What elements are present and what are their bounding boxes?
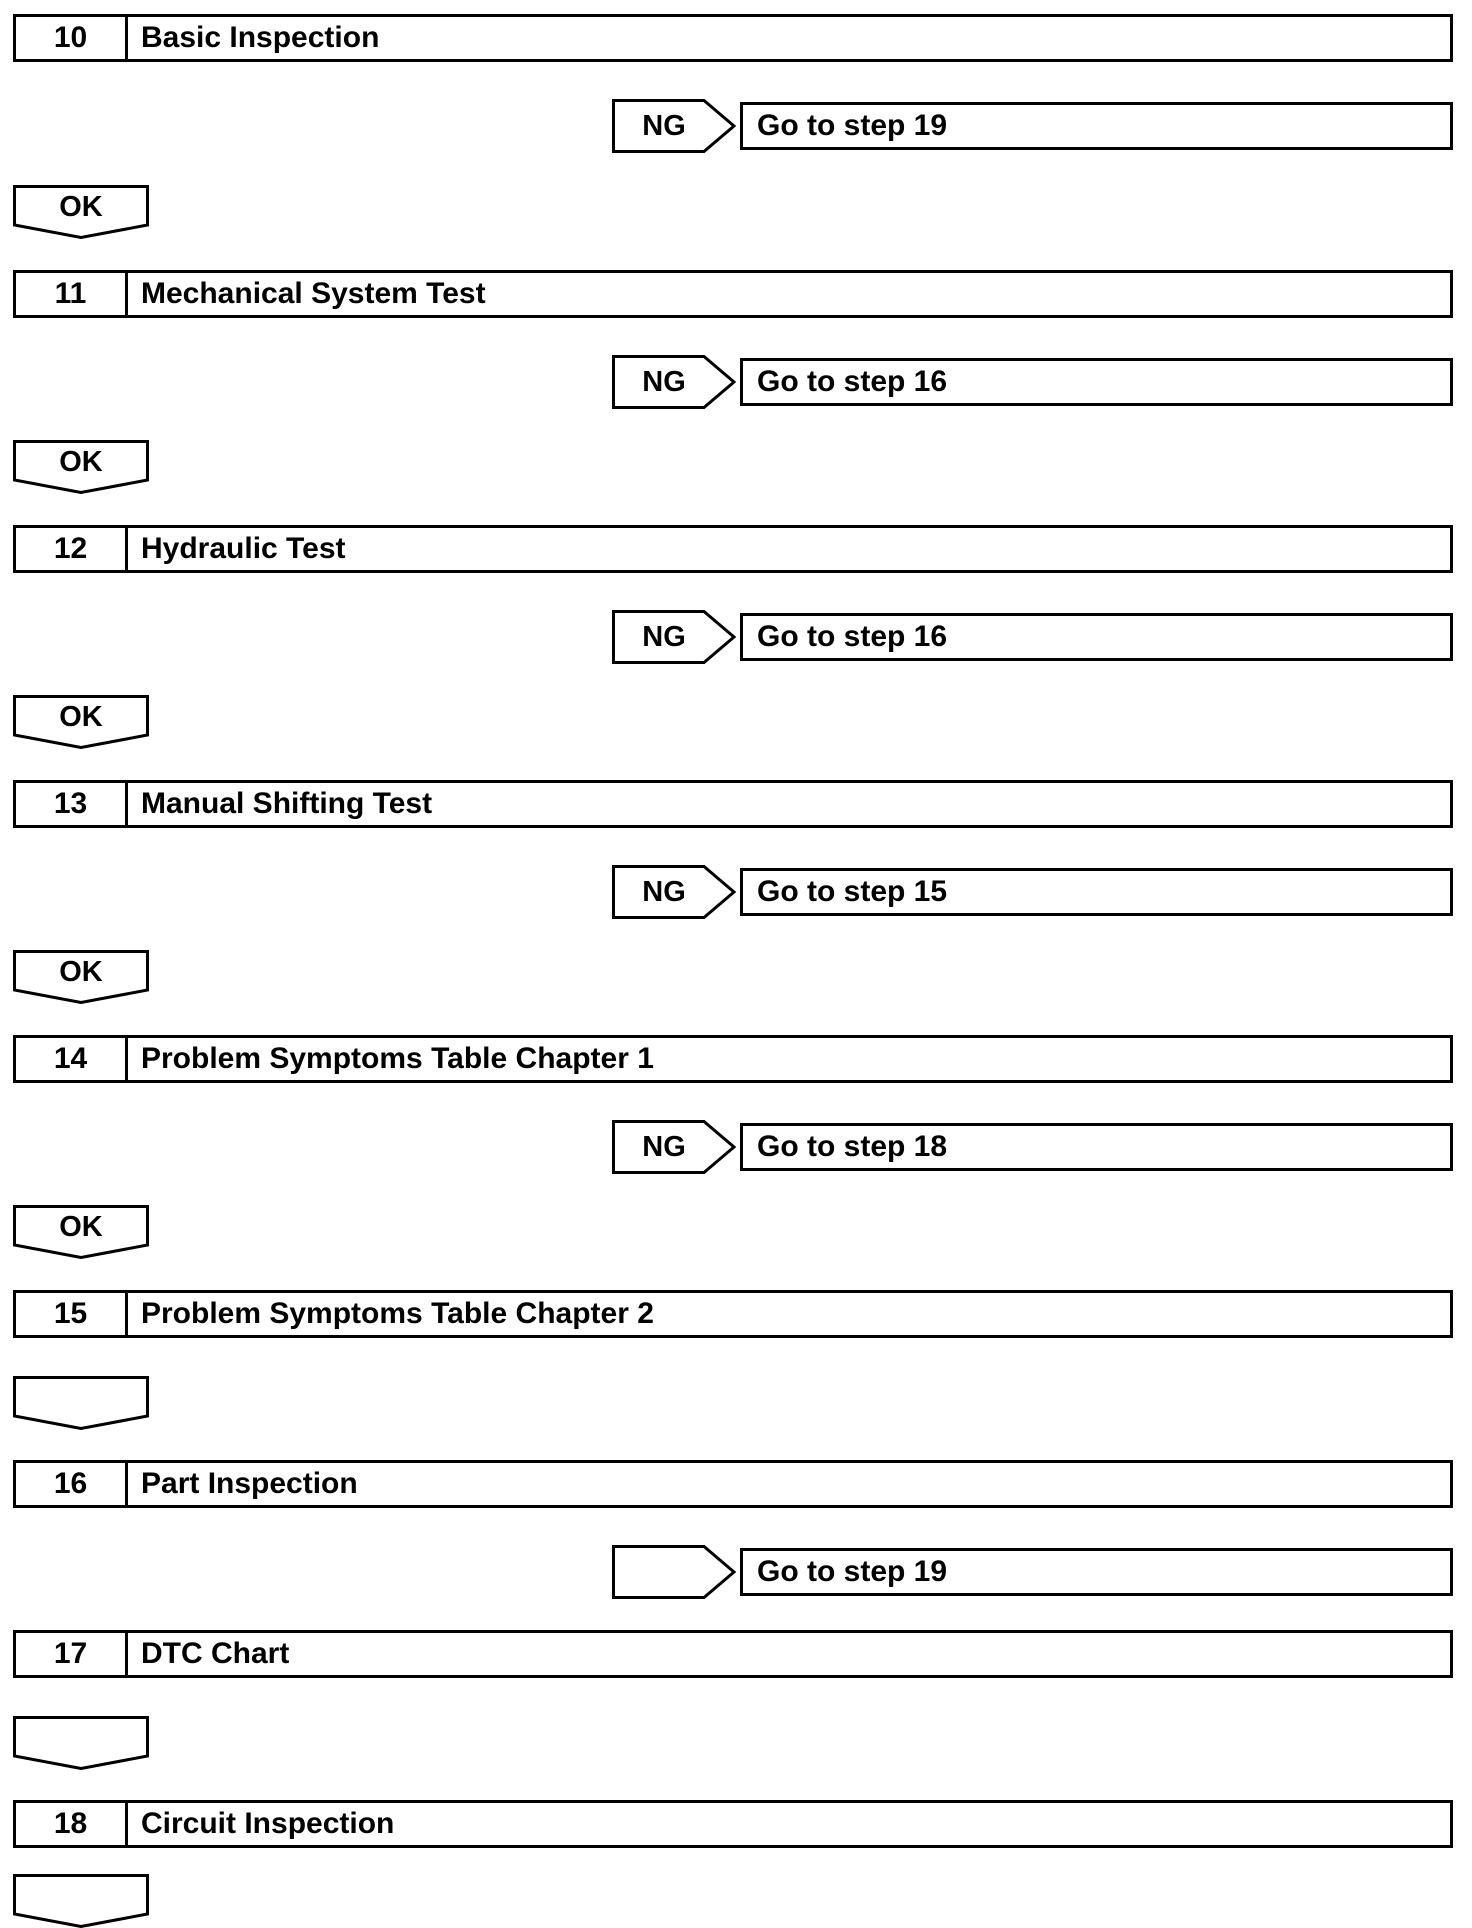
flow-arrow-down [13, 1376, 149, 1430]
step-number: 15 [16, 1293, 128, 1335]
step-16-box [13, 1460, 1453, 1508]
step-title: Basic Inspection [141, 21, 380, 54]
ok-label: OK [59, 955, 103, 988]
ok-label: OK [59, 190, 103, 223]
ng-arrow [612, 99, 736, 153]
step-title: Hydraulic Test [141, 532, 346, 565]
step-number: 14 [16, 1038, 128, 1080]
ng-arrow [612, 355, 736, 409]
step-11-box [13, 270, 1453, 318]
step-number: 18 [16, 1803, 128, 1845]
step-14-box [13, 1035, 1453, 1083]
step-title: Mechanical System Test [141, 277, 486, 310]
step-13-box [13, 780, 1453, 828]
ok-arrow-down [13, 185, 149, 239]
step-number: 10 [16, 17, 128, 59]
branch-label [612, 1545, 716, 1599]
ng-label: NG [642, 620, 686, 653]
ok-arrow-down [13, 440, 149, 494]
flow-arrow-down [13, 1716, 149, 1770]
step-title: Problem Symptoms Table Chapter 2 [141, 1297, 654, 1330]
step-title: Part Inspection [141, 1467, 358, 1500]
flow-arrow-down [13, 1874, 149, 1928]
step-title: Circuit Inspection [141, 1807, 395, 1840]
ok-arrow-down [13, 950, 149, 1004]
step-15-box [13, 1290, 1453, 1338]
goto-step-box: Go to step 18 [740, 1123, 1453, 1171]
ng-label: NG [642, 875, 686, 908]
step-12-box [13, 525, 1453, 573]
ok-label: OK [59, 1210, 103, 1243]
step-title: Manual Shifting Test [141, 787, 433, 820]
step-18-box [13, 1800, 1453, 1848]
step-number: 13 [16, 783, 128, 825]
step-10-box [13, 14, 1453, 62]
goto-step-box: Go to step 15 [740, 868, 1453, 916]
goto-step-box: Go to step 19 [740, 102, 1453, 150]
ng-arrow [612, 610, 736, 664]
step-number: 16 [16, 1463, 128, 1505]
step-17-box [13, 1630, 1453, 1678]
goto-step-box: Go to step 16 [740, 358, 1453, 406]
step-number: 12 [16, 528, 128, 570]
ok-label: OK [59, 700, 103, 733]
step-title: Problem Symptoms Table Chapter 1 [141, 1042, 654, 1075]
ok-label: OK [59, 445, 103, 478]
ok-arrow-down [13, 1205, 149, 1259]
ng-label: NG [642, 365, 686, 398]
goto-step-box: Go to step 19 [740, 1548, 1453, 1596]
ok-arrow-down [13, 695, 149, 749]
ng-label: NG [642, 1130, 686, 1163]
branch-arrow [612, 1545, 736, 1599]
step-number: 17 [16, 1633, 128, 1675]
step-title: DTC Chart [141, 1637, 290, 1670]
ng-arrow [612, 865, 736, 919]
ng-arrow [612, 1120, 736, 1174]
step-number: 11 [16, 273, 128, 315]
ng-label: NG [642, 109, 686, 142]
goto-step-box: Go to step 16 [740, 613, 1453, 661]
